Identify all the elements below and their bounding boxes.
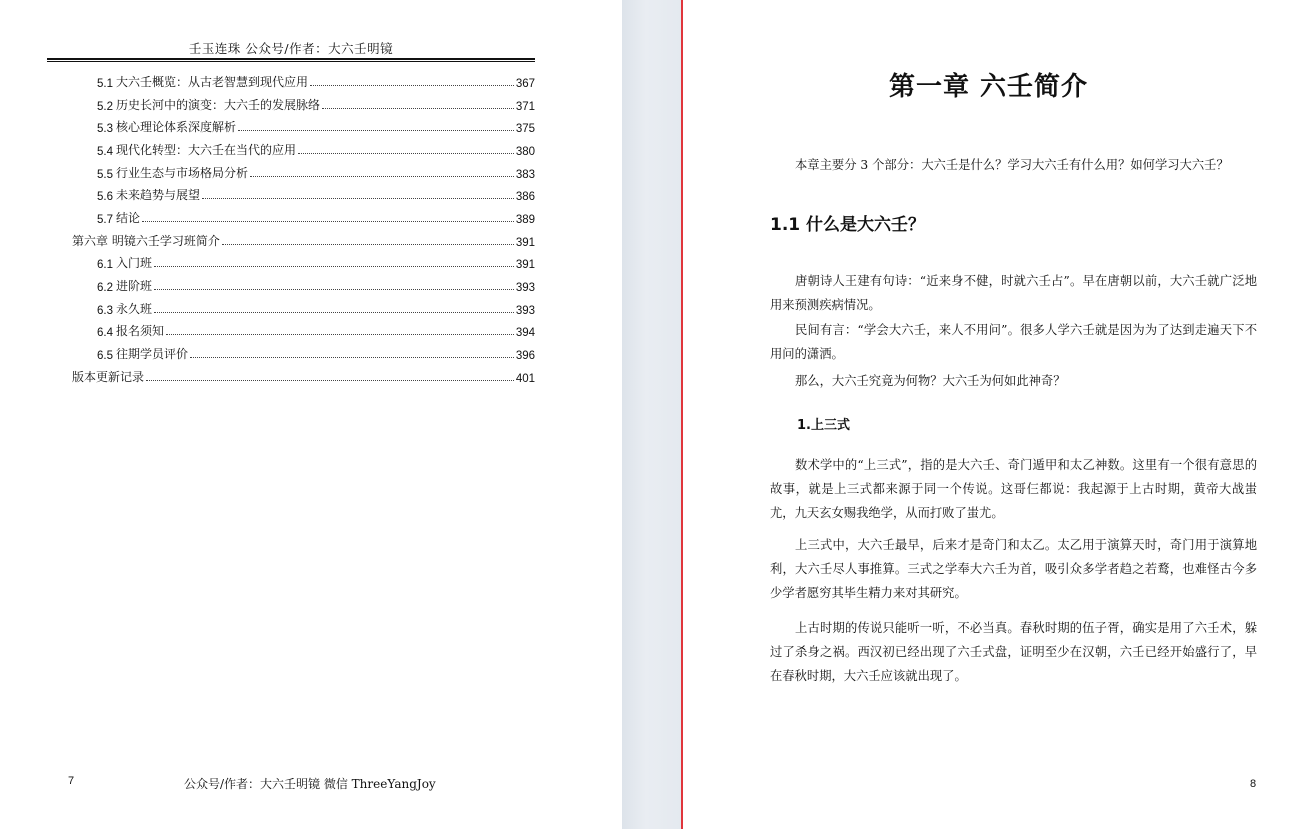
toc-entry[interactable] xyxy=(97,274,535,294)
toc-entry[interactable] xyxy=(97,297,535,317)
toc-entry-title: 历史长河中的演变：大六壬的发展脉络 xyxy=(116,98,321,112)
toc-entry-title: 版本更新记录 xyxy=(72,370,145,384)
toc-entry-page: 401 xyxy=(515,373,535,385)
toc-entry[interactable] xyxy=(97,183,535,203)
toc-leader-dots xyxy=(250,176,514,177)
toc-entry[interactable] xyxy=(97,206,535,226)
toc-entry-title: 现代化转型：大六壬在当代的应用 xyxy=(116,143,297,157)
toc-leader-dots xyxy=(146,380,514,381)
toc-entry[interactable] xyxy=(97,319,535,339)
toc-entry-page: 386 xyxy=(515,191,535,203)
toc-chapter-entry[interactable] xyxy=(72,365,535,385)
toc-leader-dots xyxy=(298,153,514,154)
toc-leader-dots xyxy=(310,85,514,86)
toc-entry-number: 6.2 xyxy=(97,282,113,294)
toc-entry-number: 5.4 xyxy=(97,146,113,158)
paragraph: 民间有言：“学会大六壬，来人不用问”。很多人学六壬就是因为为了达到走遍天下不用问的潇洒。 xyxy=(770,323,1257,361)
toc-entry-number: 5.5 xyxy=(97,169,113,181)
toc-leader-dots xyxy=(166,334,514,335)
toc-entry-title: 行业生态与市场格局分析 xyxy=(116,166,249,180)
toc-entry[interactable] xyxy=(97,138,535,158)
toc-entry-page: 383 xyxy=(515,169,535,181)
toc-entry-title: 报名须知 xyxy=(116,324,165,338)
toc-entry-number: 5.6 xyxy=(97,191,113,203)
page-gutter xyxy=(622,0,682,829)
toc-entry-page: 394 xyxy=(515,327,535,339)
toc-entry-title: 第六章 明镜六壬学习班简介 xyxy=(72,234,220,248)
toc-entry-page: 393 xyxy=(515,282,535,294)
toc-leader-dots xyxy=(222,244,514,245)
running-header: 壬玉连珠 公众号/作者：大六壬明镜 xyxy=(188,41,394,56)
paragraph: 上古时期的传说只能听一听，不必当真。春秋时期的伍子胥，确实是用了六壬术，躲过了杀身之祸。西汉初已经出现了六壬式盘，证明至少在汉朝，六壬已经开始盛行了，早在春秋时期，大六壬应该就出现了。 xyxy=(770,621,1257,683)
toc-entry[interactable] xyxy=(97,251,535,271)
toc-entry-title: 结论 xyxy=(116,211,141,225)
toc-entry-title: 大六壬概览：从古老智慧到现代应用 xyxy=(116,75,309,89)
toc-entry-number: 6.5 xyxy=(97,350,113,362)
toc-leader-dots xyxy=(322,108,514,109)
toc-leader-dots xyxy=(202,198,514,199)
toc-entry-page: 389 xyxy=(515,214,535,226)
toc-leader-dots xyxy=(142,221,514,222)
toc-entry-title: 入门班 xyxy=(116,256,153,270)
toc-entry-page: 391 xyxy=(515,237,535,249)
subsection-heading: 1.上三式 xyxy=(797,418,850,433)
toc-entry-title: 未来趋势与展望 xyxy=(116,188,201,202)
toc-entry-number: 5.3 xyxy=(97,123,113,135)
toc-leader-dots xyxy=(154,312,514,313)
header-rule xyxy=(47,58,535,60)
toc-entry-title: 永久班 xyxy=(116,302,153,316)
toc-entry-number: 6.3 xyxy=(97,305,113,317)
chapter-intro: 本章主要分 3 个部分：大六壬是什么？学习大六壬有什么用？如何学习大六壬？ xyxy=(795,158,1229,172)
toc-entry-title: 往期学员评价 xyxy=(116,347,189,361)
toc-leader-dots xyxy=(154,266,514,267)
toc-entry-number: 6.4 xyxy=(97,327,113,339)
toc-entry-number: 5.2 xyxy=(97,101,113,113)
page-footer: 公众号/作者：大六壬明镜 微信 ThreeYangJoy xyxy=(184,777,436,791)
toc-entry[interactable] xyxy=(97,342,535,362)
page-divider-line xyxy=(681,0,683,829)
toc-entry-page: 391 xyxy=(515,259,535,271)
page-number: 8 xyxy=(1250,778,1257,790)
toc-entry-number: 5.7 xyxy=(97,214,113,226)
section-heading: 1.1 什么是大六壬？ xyxy=(770,215,926,235)
toc-entry-title: 核心理论体系深度解析 xyxy=(116,120,237,134)
page-number: 7 xyxy=(68,775,75,787)
toc-entry[interactable] xyxy=(97,93,535,113)
toc-entry-page: 367 xyxy=(515,78,535,90)
toc-entry-page: 371 xyxy=(515,101,535,113)
toc-entry[interactable] xyxy=(97,70,535,90)
header-rule-thin xyxy=(47,61,535,62)
toc-entry-page: 375 xyxy=(515,123,535,135)
toc-leader-dots xyxy=(154,289,514,290)
toc-leader-dots xyxy=(238,130,514,131)
right-page xyxy=(684,0,1293,829)
paragraph: 唐朝诗人王建有句诗：“近来身不健，时就六壬占”。早在唐朝以前，大六壬就广泛地用来预测疾病情况。 xyxy=(770,274,1257,312)
chapter-title: 第一章 六壬简介 xyxy=(888,72,1089,102)
toc-entry-page: 380 xyxy=(515,146,535,158)
paragraph: 上三式中，大六壬最早，后来才是奇门和太乙。太乙用于演算天时，奇门用于演算地利，大六壬尽人事推算。三式之学奉大六壬为首，吸引众多学者趋之若鹜，也难怪古今多少学者愿穷其毕生精力来对其研究。 xyxy=(770,538,1257,600)
toc-entry[interactable] xyxy=(97,115,535,135)
toc-entry-number: 6.1 xyxy=(97,259,113,271)
toc-entry-page: 396 xyxy=(515,350,535,362)
toc-entry[interactable] xyxy=(97,161,535,181)
toc-leader-dots xyxy=(190,357,514,358)
toc-chapter-entry[interactable] xyxy=(72,229,535,249)
paragraph: 那么，大六壬究竟为何物？大六壬为何如此神奇？ xyxy=(795,374,1066,388)
toc-entry-page: 393 xyxy=(515,305,535,317)
toc-entry-title: 进阶班 xyxy=(116,279,153,293)
paragraph: 数术学中的“上三式”，指的是大六壬、奇门遁甲和太乙神数。这里有一个很有意思的故事，就是上三式都来源于同一个传说。这哥仨都说：我起源于上古时期，黄帝大战蚩尤，九天玄女赐我绝学，从而打败了蚩尤。 xyxy=(770,458,1257,520)
toc-entry-number: 5.1 xyxy=(97,78,113,90)
